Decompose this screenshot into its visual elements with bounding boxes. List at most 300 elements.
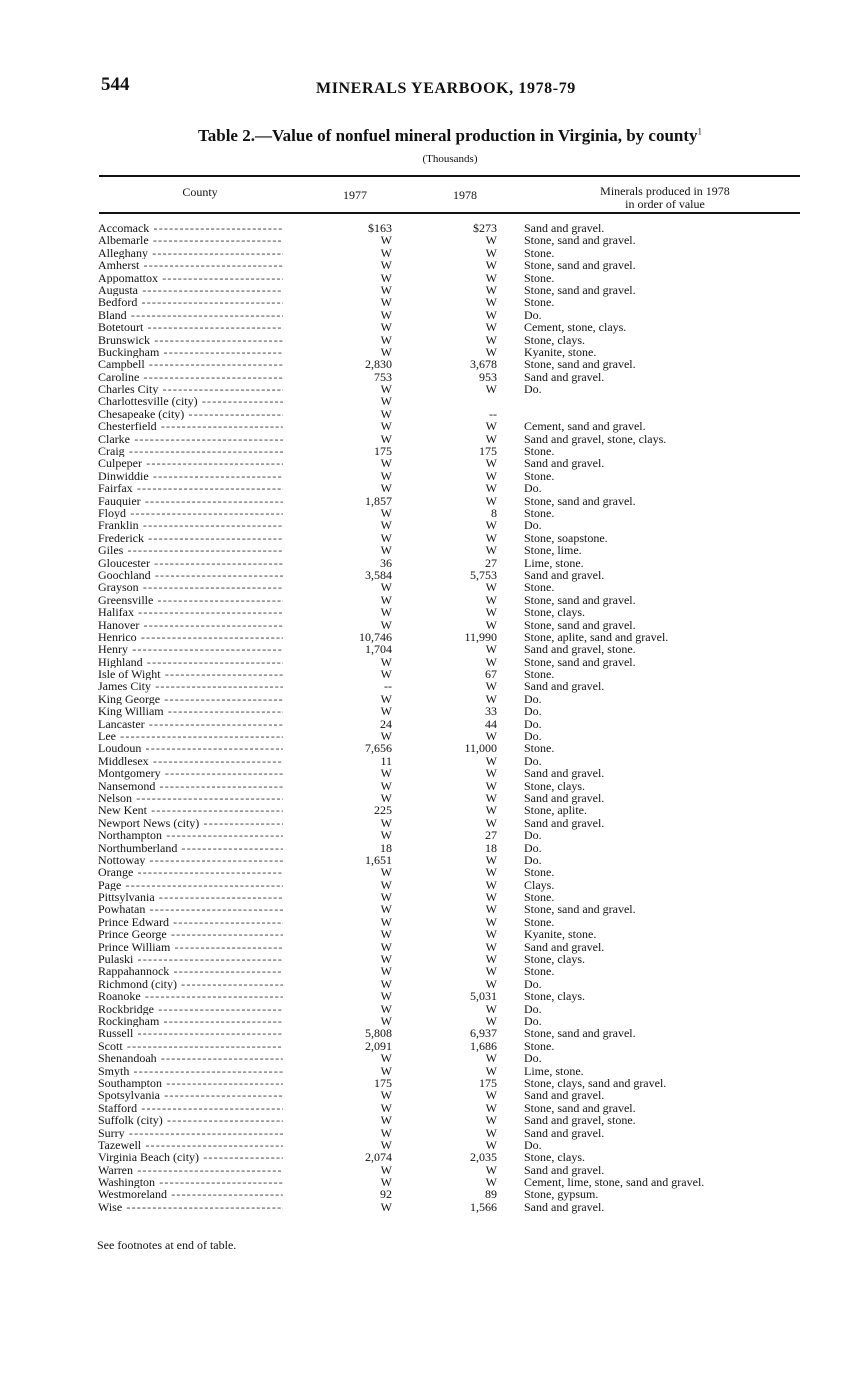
value-1978-cell: W xyxy=(485,605,497,620)
value-1978-cell: W xyxy=(485,939,497,954)
value-1977-cell: 1,857 xyxy=(365,493,392,508)
value-1978-cell: W xyxy=(485,419,497,434)
value-1978-cell: W xyxy=(485,1088,497,1103)
value-1978-cell: W xyxy=(485,766,497,781)
minerals-cell: Sand and gravel. xyxy=(524,790,605,805)
table-row xyxy=(0,730,866,742)
table-row xyxy=(0,247,866,259)
county-cell: Bedford ----- xyxy=(98,296,283,308)
value-1977-cell: -- xyxy=(384,679,392,694)
county-cell: Greensville ----- xyxy=(98,594,283,606)
value-1978-cell: W xyxy=(485,468,497,483)
county-cell: Roanoke ----- xyxy=(98,990,283,1002)
value-1977-cell: W xyxy=(380,419,392,434)
county-cell: Page ----- xyxy=(98,879,283,891)
table-row xyxy=(0,569,866,581)
minerals-cell: Do. xyxy=(524,691,542,706)
value-1977-cell: W xyxy=(380,939,392,954)
county-cell: Henrico ----- xyxy=(98,631,283,643)
table-row xyxy=(0,1052,866,1064)
county-cell: Charles City ----- xyxy=(98,383,283,395)
value-1977-cell: W xyxy=(380,877,392,892)
value-1977-cell: 1,704 xyxy=(365,642,392,657)
county-cell: Highland ----- xyxy=(98,656,283,668)
value-1977-cell: W xyxy=(380,1162,392,1177)
value-1978-cell: W xyxy=(485,1063,497,1078)
value-1977-cell: 11 xyxy=(380,753,392,768)
minerals-cell: Do. xyxy=(524,518,542,533)
county-cell: Bland ----- xyxy=(98,309,283,321)
county-cell: Warren ----- xyxy=(98,1164,283,1176)
column-header-1977: 1977 xyxy=(343,188,367,202)
minerals-cell: Stone. xyxy=(524,741,555,756)
county-cell: Halifax ----- xyxy=(98,606,283,618)
value-1978-cell: W xyxy=(485,258,497,273)
value-1977-cell: W xyxy=(380,1199,392,1214)
table-row xyxy=(0,1151,866,1163)
table-row xyxy=(0,1003,866,1015)
table-row xyxy=(0,358,866,370)
county-cell: Spotsylvania ----- xyxy=(98,1089,283,1101)
table-row xyxy=(0,879,866,891)
county-cell: Accomack ----- xyxy=(98,222,283,234)
value-1978-cell: W xyxy=(485,282,497,297)
minerals-cell: Stone. xyxy=(524,505,555,520)
value-1977-cell: W xyxy=(380,927,392,942)
minerals-cell: Stone, clays. xyxy=(524,1150,585,1165)
minerals-cell: Stone. xyxy=(524,444,555,459)
value-1978-cell: W xyxy=(485,481,497,496)
value-1977-cell: W xyxy=(380,1175,392,1190)
minerals-cell: Do. xyxy=(524,704,542,719)
county-cell: Frederick ----- xyxy=(98,532,283,544)
table-row xyxy=(0,965,866,977)
table-row xyxy=(0,284,866,296)
table-row xyxy=(0,222,866,234)
minerals-cell: Stone. xyxy=(524,468,555,483)
table-row xyxy=(0,619,866,631)
value-1978-cell: 27 xyxy=(485,555,497,570)
value-1977-cell: $163 xyxy=(368,221,392,235)
table-row xyxy=(0,606,866,618)
county-cell: Augusta ----- xyxy=(98,284,283,296)
minerals-cell: Clays. xyxy=(524,877,555,892)
table-row xyxy=(0,1040,866,1052)
minerals-cell: Sand and gravel. xyxy=(524,815,605,830)
minerals-cell: Sand and gravel. xyxy=(524,1199,605,1214)
table-row xyxy=(0,1114,866,1126)
minerals-cell: Cement, lime, stone, sand and gravel. xyxy=(524,1175,705,1190)
table-row xyxy=(0,594,866,606)
county-cell: Clarke ----- xyxy=(98,433,283,445)
table-row xyxy=(0,1015,866,1027)
value-1978-cell: W xyxy=(485,1051,497,1066)
value-1978-cell: 89 xyxy=(485,1187,497,1202)
value-1977-cell: W xyxy=(380,890,392,905)
value-1978-cell: W xyxy=(485,1001,497,1016)
county-cell: Prince William ----- xyxy=(98,941,283,953)
value-1978-cell: -- xyxy=(489,406,497,421)
minerals-cell: Stone, clays, sand and gravel. xyxy=(524,1075,667,1090)
county-cell: Charlottesville (city) ----- xyxy=(98,395,283,407)
minerals-cell: Stone, soapstone. xyxy=(524,530,608,545)
table-row xyxy=(0,891,866,903)
value-1978-cell: W xyxy=(485,456,497,471)
value-1977-cell: W xyxy=(380,1113,392,1128)
value-1977-cell: W xyxy=(380,456,392,471)
value-1978-cell: W xyxy=(485,865,497,880)
county-cell: Tazewell ----- xyxy=(98,1139,283,1151)
table-row xyxy=(0,309,866,321)
value-1978-cell: 6,937 xyxy=(470,1026,497,1041)
county-cell: Loudoun ----- xyxy=(98,742,283,754)
county-cell: James City ----- xyxy=(98,680,283,692)
table-row xyxy=(0,321,866,333)
value-1978-cell: 1,686 xyxy=(470,1038,497,1053)
county-cell: Buckingham ----- xyxy=(98,346,283,358)
table-row xyxy=(0,234,866,246)
minerals-cell: Stone, sand and gravel. xyxy=(524,1100,636,1115)
value-1977-cell: W xyxy=(380,332,392,347)
table-row xyxy=(0,420,866,432)
value-1977-cell: W xyxy=(380,245,392,260)
minerals-cell: Stone, clays. xyxy=(524,605,585,620)
table-row xyxy=(0,1201,866,1213)
county-cell: Smyth ----- xyxy=(98,1065,283,1077)
value-1977-cell: W xyxy=(380,406,392,421)
value-1977-cell: W xyxy=(380,865,392,880)
table-row xyxy=(0,433,866,445)
value-1977-cell: W xyxy=(380,1088,392,1103)
county-cell: Albemarle ----- xyxy=(98,234,283,246)
table-row xyxy=(0,643,866,655)
minerals-cell: Sand and gravel. xyxy=(524,1162,605,1177)
minerals-cell: Sand and gravel, stone. xyxy=(524,642,636,657)
value-1977-cell: W xyxy=(380,344,392,359)
minerals-cell: Kyanite, stone. xyxy=(524,344,597,359)
minerals-cell: Stone, sand and gravel. xyxy=(524,1026,636,1041)
minerals-cell: Sand and gravel, stone, clays. xyxy=(524,431,667,446)
value-1978-cell: W xyxy=(485,580,497,595)
value-1978-cell: W xyxy=(485,753,497,768)
county-cell: Newport News (city) ----- xyxy=(98,817,283,829)
value-1978-cell: 11,990 xyxy=(464,629,497,644)
value-1977-cell: W xyxy=(380,431,392,446)
value-1978-cell: W xyxy=(485,1113,497,1128)
county-cell: Virginia Beach (city) ----- xyxy=(98,1151,283,1163)
value-1977-cell: W xyxy=(380,902,392,917)
table-row xyxy=(0,272,866,284)
minerals-cell: Stone. xyxy=(524,865,555,880)
table-row xyxy=(0,532,866,544)
table-row xyxy=(0,941,866,953)
county-cell: New Kent ----- xyxy=(98,804,283,816)
value-1978-cell: 33 xyxy=(485,704,497,719)
county-cell: Northumberland ----- xyxy=(98,842,283,854)
value-1977-cell: 753 xyxy=(374,369,392,384)
table-row xyxy=(0,395,866,407)
county-cell: Appomattox ----- xyxy=(98,272,283,284)
table-body xyxy=(0,222,866,1213)
county-cell: Craig ----- xyxy=(98,445,283,457)
table-row xyxy=(0,371,866,383)
value-1977-cell: W xyxy=(380,270,392,285)
value-1978-cell: W xyxy=(485,803,497,818)
county-cell: Floyd ----- xyxy=(98,507,283,519)
table-row xyxy=(0,842,866,854)
county-cell: Hanover ----- xyxy=(98,619,283,631)
county-cell: Isle of Wight ----- xyxy=(98,668,283,680)
minerals-cell: Stone, sand and gravel. xyxy=(524,902,636,917)
table-row xyxy=(0,1164,866,1176)
value-1977-cell: W xyxy=(380,1051,392,1066)
value-1978-cell: 11,000 xyxy=(464,741,497,756)
county-cell: Nansemond ----- xyxy=(98,780,283,792)
minerals-cell: Sand and gravel. xyxy=(524,766,605,781)
county-cell: Nelson ----- xyxy=(98,792,283,804)
county-cell: Shenandoah ----- xyxy=(98,1052,283,1064)
minerals-cell: Cement, stone, clays. xyxy=(524,320,627,335)
value-1978-cell: W xyxy=(485,1137,497,1152)
county-cell: Giles ----- xyxy=(98,544,283,556)
table-row xyxy=(0,854,866,866)
value-1978-cell: W xyxy=(485,790,497,805)
table-row xyxy=(0,928,866,940)
value-1978-cell: W xyxy=(485,778,497,793)
county-cell: Amherst ----- xyxy=(98,259,283,271)
table-top-rule xyxy=(99,175,800,177)
table-header-rule xyxy=(99,212,800,214)
value-1977-cell: 2,091 xyxy=(365,1038,392,1053)
county-cell: Suffolk (city) ----- xyxy=(98,1114,283,1126)
table-row xyxy=(0,1089,866,1101)
table-row xyxy=(0,1027,866,1039)
table-row xyxy=(0,470,866,482)
table-row xyxy=(0,903,866,915)
minerals-cell: Stone, aplite. xyxy=(524,803,587,818)
table-row xyxy=(0,334,866,346)
county-cell: Lancaster ----- xyxy=(98,718,283,730)
minerals-cell: Sand and gravel. xyxy=(524,679,605,694)
value-1977-cell: 24 xyxy=(380,716,392,731)
county-cell: Southampton ----- xyxy=(98,1077,283,1089)
value-1977-cell: 18 xyxy=(380,840,392,855)
table-title-footnote-mark: 1 xyxy=(697,126,703,137)
minerals-cell: Stone, sand and gravel. xyxy=(524,654,636,669)
minerals-cell: Kyanite, stone. xyxy=(524,927,597,942)
value-1977-cell: 2,074 xyxy=(365,1150,392,1165)
value-1978-cell: W xyxy=(485,1125,497,1140)
county-cell: Montgomery ----- xyxy=(98,767,283,779)
table-row xyxy=(0,990,866,1002)
county-cell: Campbell ----- xyxy=(98,358,283,370)
value-1977-cell: W xyxy=(380,505,392,520)
table-row xyxy=(0,1176,866,1188)
table-row xyxy=(0,742,866,754)
county-cell: Prince George ----- xyxy=(98,928,283,940)
minerals-cell: Cement, sand and gravel. xyxy=(524,419,646,434)
county-cell: Prince Edward ----- xyxy=(98,916,283,928)
value-1977-cell: W xyxy=(380,481,392,496)
minerals-cell: Stone, gypsum. xyxy=(524,1187,599,1202)
value-1977-cell: W xyxy=(380,307,392,322)
county-cell: Fairfax ----- xyxy=(98,482,283,494)
minerals-cell: Sand and gravel. xyxy=(524,1088,605,1103)
value-1977-cell: 1,651 xyxy=(365,852,392,867)
value-1977-cell: 36 xyxy=(380,555,392,570)
value-1978-cell: 18 xyxy=(485,840,497,855)
column-header-1978: 1978 xyxy=(453,188,477,202)
value-1977-cell: W xyxy=(380,1137,392,1152)
county-cell: Gloucester ----- xyxy=(98,557,283,569)
value-1978-cell: 67 xyxy=(485,667,497,682)
value-1978-cell: 44 xyxy=(485,716,497,731)
table-row xyxy=(0,544,866,556)
value-1978-cell: 27 xyxy=(485,828,497,843)
value-1977-cell: 7,656 xyxy=(365,741,392,756)
value-1977-cell: W xyxy=(380,518,392,533)
minerals-cell: Stone. xyxy=(524,890,555,905)
value-1978-cell: W xyxy=(485,543,497,558)
table-row xyxy=(0,1077,866,1089)
county-cell: Lee ----- xyxy=(98,730,283,742)
minerals-cell: Do. xyxy=(524,481,542,496)
table-row xyxy=(0,792,866,804)
value-1978-cell: W xyxy=(485,927,497,942)
value-1978-cell: W xyxy=(485,815,497,830)
table-row xyxy=(0,767,866,779)
value-1978-cell: W xyxy=(485,679,497,694)
table-row xyxy=(0,581,866,593)
minerals-cell: Do. xyxy=(524,753,542,768)
value-1978-cell: W xyxy=(485,431,497,446)
table-row xyxy=(0,718,866,730)
value-1978-cell: $273 xyxy=(473,221,497,235)
county-cell: Russell ----- xyxy=(98,1027,283,1039)
county-cell: Rappahannock ----- xyxy=(98,965,283,977)
value-1977-cell: W xyxy=(380,667,392,682)
value-1978-cell: W xyxy=(485,320,497,335)
table-footnote: See footnotes at end of table. xyxy=(97,1238,237,1252)
table-row xyxy=(0,296,866,308)
value-1978-cell: W xyxy=(485,1162,497,1177)
minerals-cell: Do. xyxy=(524,852,542,867)
value-1978-cell: W xyxy=(485,1175,497,1190)
county-cell: King William ----- xyxy=(98,705,283,717)
table-row xyxy=(0,978,866,990)
minerals-cell: Stone, clays. xyxy=(524,778,585,793)
column-header-minerals-line2: in order of value xyxy=(625,197,705,211)
page-number: 544 xyxy=(101,74,130,95)
county-cell: Goochland ----- xyxy=(98,569,283,581)
value-1977-cell: W xyxy=(380,1063,392,1078)
minerals-cell: Do. xyxy=(524,1051,542,1066)
value-1977-cell: W xyxy=(380,691,392,706)
table-title xyxy=(0,126,866,146)
table-row xyxy=(0,656,866,668)
value-1978-cell: W xyxy=(485,952,497,967)
minerals-cell: Stone, lime. xyxy=(524,543,582,558)
minerals-cell: Stone, sand and gravel. xyxy=(524,493,636,508)
value-1978-cell: W xyxy=(485,344,497,359)
minerals-cell: Stone. xyxy=(524,667,555,682)
county-cell: King George ----- xyxy=(98,693,283,705)
value-1978-cell: W xyxy=(485,914,497,929)
value-1977-cell: W xyxy=(380,530,392,545)
value-1978-cell: W xyxy=(485,852,497,867)
value-1978-cell: W xyxy=(485,1014,497,1028)
value-1977-cell: 225 xyxy=(374,803,392,818)
table-row xyxy=(0,680,866,692)
minerals-cell: Sand and gravel. xyxy=(524,1125,605,1140)
minerals-cell: Stone, sand and gravel. xyxy=(524,258,636,273)
value-1978-cell: W xyxy=(485,654,497,669)
table-unit: (Thousands) xyxy=(422,153,478,165)
minerals-cell: Do. xyxy=(524,716,542,731)
value-1977-cell: W xyxy=(380,815,392,830)
value-1978-cell: W xyxy=(485,493,497,508)
value-1978-cell: W xyxy=(485,617,497,632)
table-row xyxy=(0,1127,866,1139)
minerals-cell: Stone. xyxy=(524,1038,555,1053)
minerals-cell: Lime, stone. xyxy=(524,555,584,570)
table-row xyxy=(0,631,866,643)
value-1977-cell: W xyxy=(380,1014,392,1028)
value-1978-cell: W xyxy=(485,530,497,545)
value-1977-cell: W xyxy=(380,704,392,719)
value-1978-cell: W xyxy=(485,976,497,991)
value-1978-cell: 5,031 xyxy=(470,989,497,1004)
table-row xyxy=(0,829,866,841)
value-1978-cell: W xyxy=(485,382,497,397)
county-cell: Fauquier ----- xyxy=(98,495,283,507)
value-1977-cell: W xyxy=(380,382,392,397)
minerals-cell: Stone. xyxy=(524,580,555,595)
minerals-cell: Stone, sand and gravel. xyxy=(524,357,636,372)
table-row xyxy=(0,705,866,717)
value-1978-cell: W xyxy=(485,332,497,347)
county-cell: Richmond (city) ----- xyxy=(98,978,283,990)
minerals-cell: Sand and gravel. xyxy=(524,567,605,582)
minerals-cell: Stone, clays. xyxy=(524,332,585,347)
table-row xyxy=(0,866,866,878)
value-1978-cell: 2,035 xyxy=(470,1150,497,1165)
county-cell: Pittsylvania ----- xyxy=(98,891,283,903)
county-cell: Northampton ----- xyxy=(98,829,283,841)
table-row xyxy=(0,693,866,705)
county-cell: Botetourt ----- xyxy=(98,321,283,333)
table-row xyxy=(0,346,866,358)
value-1977-cell: W xyxy=(380,828,392,843)
value-1977-cell: 175 xyxy=(374,1075,392,1090)
value-1977-cell: 5,808 xyxy=(365,1026,392,1041)
county-cell: Franklin ----- xyxy=(98,519,283,531)
county-cell: Pulaski ----- xyxy=(98,953,283,965)
table-row xyxy=(0,755,866,767)
minerals-cell: Sand and gravel. xyxy=(524,221,605,235)
county-cell: Chesapeake (city) ----- xyxy=(98,408,283,420)
county-cell: Orange ----- xyxy=(98,866,283,878)
minerals-cell: Do. xyxy=(524,828,542,843)
table-row xyxy=(0,1188,866,1200)
table-row xyxy=(0,445,866,457)
table-row xyxy=(0,259,866,271)
county-cell: Surry ----- xyxy=(98,1127,283,1139)
value-1978-cell: W xyxy=(485,964,497,979)
county-cell: Grayson ----- xyxy=(98,581,283,593)
table-row xyxy=(0,916,866,928)
table-row xyxy=(0,1102,866,1114)
